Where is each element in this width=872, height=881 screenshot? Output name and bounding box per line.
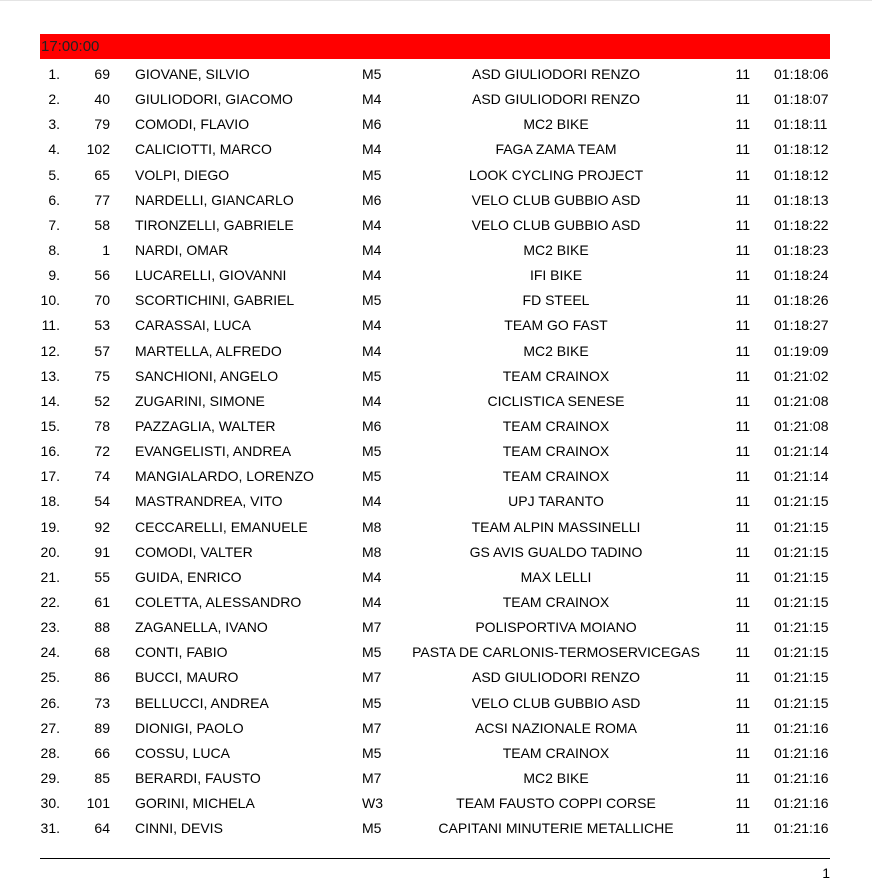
bib-number-cell: 52 xyxy=(94,392,110,409)
start-time-label: 17:00:00 xyxy=(41,38,100,55)
category-cell: M4 xyxy=(362,593,382,610)
finish-time-cell: 01:18:13 xyxy=(774,191,829,208)
table-row xyxy=(0,263,872,288)
rider-name-cell: BERARDI, FAUSTO xyxy=(135,769,261,786)
laps-cell: 11 xyxy=(735,292,750,309)
table-row xyxy=(0,339,872,364)
position-cell: 11. xyxy=(41,317,60,334)
bib-number-cell: 58 xyxy=(94,216,110,233)
bib-number-cell: 86 xyxy=(94,669,110,686)
rider-name-cell: CARASSAI, LUCA xyxy=(135,317,251,334)
bib-number-cell: 57 xyxy=(94,342,110,359)
table-row xyxy=(0,816,872,841)
table-row xyxy=(0,489,872,514)
team-name-cell: IFI BIKE xyxy=(529,267,583,284)
category-cell: M7 xyxy=(362,769,382,786)
laps-cell: 11 xyxy=(735,66,750,82)
laps-cell: 11 xyxy=(735,166,750,183)
team-name-cell: TEAM CRAINOX xyxy=(502,468,610,485)
category-cell: M4 xyxy=(362,267,382,284)
position-cell: 24. xyxy=(40,644,60,661)
team-name-cell: VELO CLUB GUBBIO ASD xyxy=(471,694,641,711)
position-cell: 20. xyxy=(40,543,60,560)
table-row xyxy=(0,389,872,414)
bib-number-cell: 75 xyxy=(94,367,110,384)
team-name-cell: GS AVIS GUALDO TADINO xyxy=(469,543,643,560)
finish-time-cell: 01:21:15 xyxy=(774,619,829,636)
team-name-cell: TEAM ALPIN MASSINELLI xyxy=(471,518,641,535)
bib-number-cell: 85 xyxy=(94,769,110,786)
category-cell: M5 xyxy=(362,820,382,837)
category-cell: M4 xyxy=(362,91,382,108)
table-row xyxy=(0,791,872,816)
finish-time-cell: 01:21:16 xyxy=(774,820,829,837)
rider-name-cell: GORINI, MICHELA xyxy=(135,795,255,812)
finish-time-cell: 01:18:26 xyxy=(774,292,829,309)
finish-time-cell: 01:21:16 xyxy=(774,719,829,736)
table-row xyxy=(0,515,872,540)
footer-divider xyxy=(40,858,830,859)
category-cell: M4 xyxy=(362,392,382,409)
bib-number-cell: 66 xyxy=(94,744,110,761)
bib-number-cell: 101 xyxy=(86,795,110,812)
position-cell: 7. xyxy=(48,216,60,233)
table-row xyxy=(0,640,872,665)
bib-number-cell: 78 xyxy=(94,417,110,434)
team-name-cell: TEAM FAUSTO COPPI CORSE xyxy=(456,795,656,812)
position-cell: 31. xyxy=(40,820,60,837)
category-cell: M5 xyxy=(362,744,382,761)
table-row xyxy=(0,691,872,716)
rider-name-cell: MASTRANDREA, VITO xyxy=(135,493,283,510)
position-cell: 6. xyxy=(48,191,60,208)
position-cell: 21. xyxy=(40,568,60,585)
finish-time-cell: 01:21:08 xyxy=(774,392,829,409)
team-name-cell: TEAM GO FAST xyxy=(504,317,608,334)
bib-number-cell: 73 xyxy=(94,694,110,711)
team-name-cell: TEAM CRAINOX xyxy=(502,417,610,434)
position-cell: 23. xyxy=(40,619,60,636)
category-cell: M4 xyxy=(362,342,382,359)
rider-name-cell: GIOVANE, SILVIO xyxy=(135,66,250,82)
finish-time-cell: 01:18:23 xyxy=(774,241,829,258)
position-cell: 30. xyxy=(40,795,60,812)
laps-cell: 11 xyxy=(735,216,750,233)
bib-number-cell: 61 xyxy=(94,593,110,610)
category-cell: M5 xyxy=(362,66,382,82)
laps-cell: 11 xyxy=(735,267,750,284)
category-cell: M5 xyxy=(362,644,382,661)
team-name-cell: ASD GIULIODORI RENZO xyxy=(471,66,641,82)
category-cell: M4 xyxy=(362,141,382,158)
position-cell: 4. xyxy=(48,141,60,158)
team-name-cell: TEAM CRAINOX xyxy=(502,744,610,761)
laps-cell: 11 xyxy=(735,593,750,610)
bib-number-cell: 69 xyxy=(94,66,110,82)
laps-cell: 11 xyxy=(735,91,750,108)
rider-name-cell: NARDELLI, GIANCARLO xyxy=(135,191,294,208)
laps-cell: 11 xyxy=(735,543,750,560)
team-name-cell: PASTA DE CARLONIS-TERMOSERVICEGAS xyxy=(412,644,700,661)
rider-name-cell: MARTELLA, ALFREDO xyxy=(135,342,282,359)
position-cell: 2. xyxy=(48,91,60,108)
laps-cell: 11 xyxy=(735,568,750,585)
team-name-cell: MAX LELLI xyxy=(520,568,592,585)
table-row xyxy=(0,741,872,766)
category-cell: M4 xyxy=(362,216,382,233)
position-cell: 18. xyxy=(40,493,60,510)
category-cell: M5 xyxy=(362,367,382,384)
position-cell: 26. xyxy=(40,694,60,711)
rider-name-cell: TIRONZELLI, GABRIELE xyxy=(135,216,294,233)
finish-time-cell: 01:21:14 xyxy=(774,468,829,485)
laps-cell: 11 xyxy=(735,669,750,686)
bib-number-cell: 77 xyxy=(94,191,110,208)
team-name-cell: VELO CLUB GUBBIO ASD xyxy=(471,191,641,208)
rider-name-cell: COMODI, VALTER xyxy=(135,543,253,560)
category-cell: M4 xyxy=(362,317,382,334)
team-name-cell: TEAM CRAINOX xyxy=(502,443,610,460)
rider-name-cell: BELLUCCI, ANDREA xyxy=(135,694,269,711)
position-cell: 8. xyxy=(48,241,60,258)
laps-cell: 11 xyxy=(735,141,750,158)
rider-name-cell: CINNI, DEVIS xyxy=(135,820,223,837)
laps-cell: 11 xyxy=(735,644,750,661)
position-cell: 15. xyxy=(40,417,60,434)
laps-cell: 11 xyxy=(735,694,750,711)
rider-name-cell: MANGIALARDO, LORENZO xyxy=(135,468,314,485)
bib-number-cell: 56 xyxy=(94,267,110,284)
position-cell: 12. xyxy=(40,342,60,359)
rider-name-cell: SANCHIONI, ANGELO xyxy=(135,367,279,384)
bib-number-cell: 79 xyxy=(94,116,110,133)
bib-number-cell: 88 xyxy=(94,619,110,636)
laps-cell: 11 xyxy=(735,619,750,636)
finish-time-cell: 01:18:07 xyxy=(774,91,829,108)
category-cell: M8 xyxy=(362,518,382,535)
table-row xyxy=(0,62,872,87)
finish-time-cell: 01:18:12 xyxy=(774,166,829,183)
start-group-header xyxy=(40,34,830,59)
finish-time-cell: 01:21:14 xyxy=(774,443,829,460)
bib-number-cell: 68 xyxy=(94,644,110,661)
table-row xyxy=(0,288,872,313)
finish-time-cell: 01:21:02 xyxy=(774,367,829,384)
position-cell: 25. xyxy=(40,669,60,686)
laps-cell: 11 xyxy=(735,317,750,334)
category-cell: M4 xyxy=(362,568,382,585)
table-row xyxy=(0,464,872,489)
position-cell: 22. xyxy=(40,593,60,610)
rider-name-cell: NARDI, OMAR xyxy=(135,241,229,258)
table-row xyxy=(0,313,872,338)
laps-cell: 11 xyxy=(735,719,750,736)
finish-time-cell: 01:21:16 xyxy=(774,769,829,786)
team-name-cell: MC2 BIKE xyxy=(523,241,589,258)
finish-time-cell: 01:21:15 xyxy=(774,518,829,535)
rider-name-cell: LUCARELLI, GIOVANNI xyxy=(135,267,287,284)
category-cell: M7 xyxy=(362,719,382,736)
laps-cell: 11 xyxy=(735,795,750,812)
category-cell: M5 xyxy=(362,292,382,309)
team-name-cell: TEAM CRAINOX xyxy=(502,367,610,384)
laps-cell: 11 xyxy=(735,493,750,510)
team-name-cell: MC2 BIKE xyxy=(523,116,589,133)
rider-name-cell: BUCCI, MAURO xyxy=(135,669,239,686)
rider-name-cell: CALICIOTTI, MARCO xyxy=(135,141,272,158)
laps-cell: 11 xyxy=(735,241,750,258)
finish-time-cell: 01:21:15 xyxy=(774,543,829,560)
table-row xyxy=(0,137,872,162)
rider-name-cell: EVANGELISTI, ANDREA xyxy=(135,443,292,460)
category-cell: M4 xyxy=(362,493,382,510)
bib-number-cell: 89 xyxy=(94,719,110,736)
table-row xyxy=(0,665,872,690)
laps-cell: 11 xyxy=(735,443,750,460)
bib-number-cell: 55 xyxy=(94,568,110,585)
laps-cell: 11 xyxy=(735,191,750,208)
category-cell: W3 xyxy=(362,795,383,812)
laps-cell: 11 xyxy=(735,769,750,786)
table-row xyxy=(0,238,872,263)
position-cell: 13. xyxy=(40,367,60,384)
finish-time-cell: 01:21:15 xyxy=(774,593,829,610)
position-cell: 5. xyxy=(48,166,60,183)
finish-time-cell: 01:18:22 xyxy=(774,216,829,233)
category-cell: M8 xyxy=(362,543,382,560)
page-top-border xyxy=(0,0,872,1)
laps-cell: 11 xyxy=(735,342,750,359)
position-cell: 3. xyxy=(48,116,60,133)
laps-cell: 11 xyxy=(735,417,750,434)
team-name-cell: CAPITANI MINUTERIE METALLICHE xyxy=(438,820,674,837)
finish-time-cell: 01:18:11 xyxy=(774,116,828,133)
bib-number-cell: 102 xyxy=(86,141,110,158)
laps-cell: 11 xyxy=(735,116,750,133)
finish-time-cell: 01:18:06 xyxy=(774,66,829,82)
bib-number-cell: 40 xyxy=(94,91,110,108)
team-name-cell: FD STEEL xyxy=(522,292,590,309)
position-cell: 17. xyxy=(40,468,60,485)
page-number: 1 xyxy=(822,865,830,881)
table-row xyxy=(0,87,872,112)
laps-cell: 11 xyxy=(735,392,750,409)
table-row xyxy=(0,565,872,590)
table-row xyxy=(0,112,872,137)
table-row xyxy=(0,364,872,389)
bib-number-cell: 92 xyxy=(94,518,110,535)
table-row xyxy=(0,615,872,640)
position-cell: 19. xyxy=(40,518,60,535)
category-cell: M7 xyxy=(362,619,382,636)
category-cell: M7 xyxy=(362,669,382,686)
laps-cell: 11 xyxy=(735,744,750,761)
position-cell: 27. xyxy=(40,719,60,736)
finish-time-cell: 01:21:15 xyxy=(774,669,829,686)
position-cell: 10. xyxy=(40,292,60,309)
rider-name-cell: COMODI, FLAVIO xyxy=(135,116,250,133)
table-row xyxy=(0,414,872,439)
bib-number-cell: 64 xyxy=(94,820,110,837)
category-cell: M6 xyxy=(362,191,382,208)
rider-name-cell: CONTI, FABIO xyxy=(135,644,228,661)
table-row xyxy=(0,163,872,188)
category-cell: M6 xyxy=(362,417,382,434)
laps-cell: 11 xyxy=(735,367,750,384)
results-table xyxy=(0,62,872,841)
category-cell: M5 xyxy=(362,166,382,183)
rider-name-cell: PAZZAGLIA, WALTER xyxy=(135,417,276,434)
team-name-cell: CICLISTICA SENESE xyxy=(487,392,625,409)
finish-time-cell: 01:21:16 xyxy=(774,795,829,812)
rider-name-cell: SCORTICHINI, GABRIEL xyxy=(135,292,295,309)
bib-number-cell: 70 xyxy=(94,292,110,309)
bib-number-cell: 54 xyxy=(94,493,110,510)
table-row xyxy=(0,188,872,213)
rider-name-cell: VOLPI, DIEGO xyxy=(135,166,230,183)
position-cell: 16. xyxy=(40,443,60,460)
rider-name-cell: CECCARELLI, EMANUELE xyxy=(135,518,308,535)
category-cell: M4 xyxy=(362,241,382,258)
team-name-cell: TEAM CRAINOX xyxy=(502,593,610,610)
finish-time-cell: 01:18:27 xyxy=(774,317,829,334)
finish-time-cell: 01:21:15 xyxy=(774,644,829,661)
finish-time-cell: 01:21:15 xyxy=(774,694,829,711)
bib-number-cell: 74 xyxy=(94,468,110,485)
team-name-cell: ASD GIULIODORI RENZO xyxy=(471,91,641,108)
position-cell: 1. xyxy=(48,66,60,82)
table-row xyxy=(0,439,872,464)
finish-time-cell: 01:21:08 xyxy=(774,417,829,434)
team-name-cell: LOOK CYCLING PROJECT xyxy=(468,166,644,183)
position-cell: 9. xyxy=(48,267,60,284)
position-cell: 29. xyxy=(40,769,60,786)
rider-name-cell: GIULIODORI, GIACOMO xyxy=(135,91,293,108)
bib-number-cell: 53 xyxy=(94,317,110,334)
category-cell: M5 xyxy=(362,694,382,711)
category-cell: M5 xyxy=(362,468,382,485)
team-name-cell: UPJ TARANTO xyxy=(508,493,604,510)
bib-number-cell: 91 xyxy=(94,543,110,560)
finish-time-cell: 01:18:12 xyxy=(774,141,829,158)
team-name-cell: POLISPORTIVA MOIANO xyxy=(475,619,637,636)
rider-name-cell: GUIDA, ENRICO xyxy=(135,568,242,585)
laps-cell: 11 xyxy=(735,518,750,535)
category-cell: M5 xyxy=(362,443,382,460)
finish-time-cell: 01:21:16 xyxy=(774,744,829,761)
team-name-cell: ACSI NAZIONALE ROMA xyxy=(475,719,637,736)
rider-name-cell: DIONIGI, PAOLO xyxy=(135,719,244,736)
finish-time-cell: 01:21:15 xyxy=(774,568,829,585)
finish-time-cell: 01:18:24 xyxy=(774,267,829,284)
rider-name-cell: ZAGANELLA, IVANO xyxy=(135,619,268,636)
team-name-cell: MC2 BIKE xyxy=(523,342,589,359)
table-row xyxy=(0,716,872,741)
table-row xyxy=(0,540,872,565)
laps-cell: 11 xyxy=(735,468,750,485)
team-name-cell: ASD GIULIODORI RENZO xyxy=(471,669,641,686)
bib-number-cell: 65 xyxy=(94,166,110,183)
bib-number-cell: 1 xyxy=(102,241,110,258)
laps-cell: 11 xyxy=(735,820,750,837)
rider-name-cell: COSSU, LUCA xyxy=(135,744,230,761)
position-cell: 14. xyxy=(40,392,60,409)
table-row xyxy=(0,766,872,791)
category-cell: M6 xyxy=(362,116,382,133)
position-cell: 28. xyxy=(40,744,60,761)
rider-name-cell: COLETTA, ALESSANDRO xyxy=(135,593,302,610)
team-name-cell: MC2 BIKE xyxy=(523,769,589,786)
bib-number-cell: 72 xyxy=(94,443,110,460)
table-row xyxy=(0,213,872,238)
team-name-cell: VELO CLUB GUBBIO ASD xyxy=(471,216,641,233)
table-row xyxy=(0,590,872,615)
finish-time-cell: 01:21:15 xyxy=(774,493,829,510)
rider-name-cell: ZUGARINI, SIMONE xyxy=(135,392,265,409)
team-name-cell: FAGA ZAMA TEAM xyxy=(495,141,617,158)
finish-time-cell: 01:19:09 xyxy=(774,342,829,359)
